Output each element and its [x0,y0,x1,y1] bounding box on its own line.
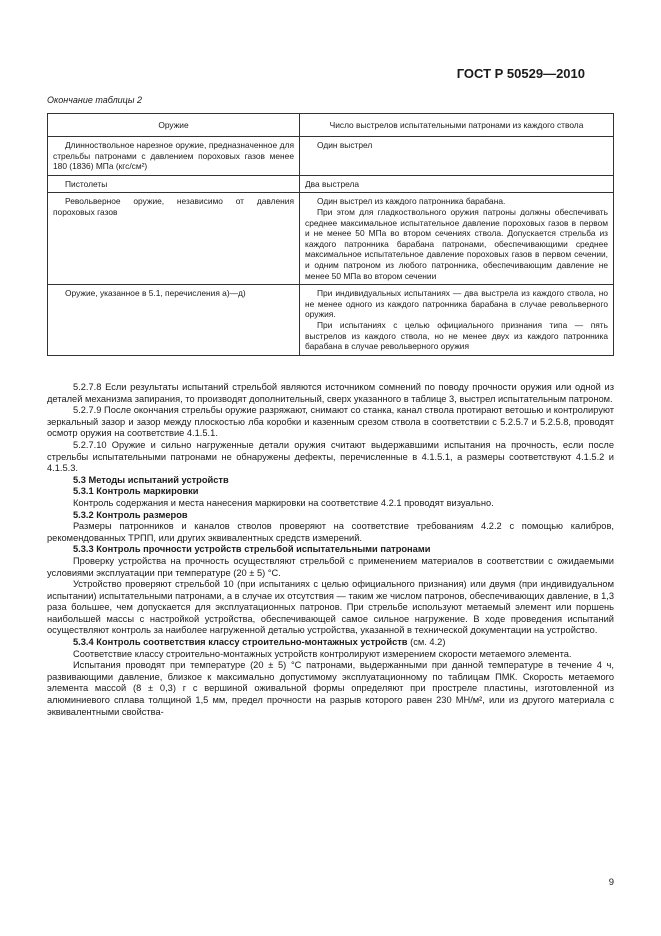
shots-cell [300,285,614,356]
paragraph-5-2-7-8: 5.2.7.8 Если результаты испытаний стрельбой являются источником сомнений по поводу прочности оружия или одной из деталей механизма запирания, то производят дополнительный, сверх указанного в таблице 3, выстрел испытательным патроном. [47,382,614,404]
paragraph-strength-1: Проверку устройства на прочность осуществляют стрельбой с применением материалов в соответствии с ожидаемыми условиями эксплуатации при температуре (20 ± 5) °С. [47,555,614,578]
paragraph-5-2-7-10: 5.2.7.10 Оружие и сильно нагруженные детали оружия считают выдержавшими испытания на прочность, если после стрельбы испытательными патронами не обнаружены дефекты, перечисленные в 4.1.5.1, а размеры соответствуют 4.1.5.2 и 4.1.5.3. [47,439,614,474]
table-header-row [48,114,614,137]
shots-text: При индивидуальных испытаниях — два выстрела из каждого ствола, но не менее одного из каждого патронника барабана в случае револьверного оружия. [305,288,608,320]
table-row [48,175,614,193]
weapon-cell: Оружие, указанное в 5.1, перечисления а)—д) [48,285,300,356]
weapon-cell: Револьверное оружие, независимо от давления пороховых газов [48,193,300,285]
page-number: 9 [608,877,614,888]
heading-5-3-3: 5.3.3 Контроль прочности устройств стрельбой испытательными патронами [73,544,431,555]
shots-table [47,113,614,356]
shots-text: Один выстрел из каждого патронника барабана. [317,196,506,207]
shots-cell [300,137,614,176]
table-row [48,285,614,356]
paragraph-class-1: Соответствие классу строительно-монтажных устройств контролируют измерением скорости метаемого элемента. [73,648,572,659]
shots-cell [300,193,614,285]
column-header-shots: Число выстрелов испытательными патронами из каждого ствола [300,114,614,137]
shots-text: При этом для гладкоствольного оружия патроны должны обеспечивать среднее максимальное испытательное давление пороховых газов в первом и не менее 50 МПа во втором сечениях ствола. Допускается стрельба из каждого патронника барабана патронами, обеспечивающими среднее максимальное испытательное давление пороховых газов в первом сечении, и одним патроном из любого патронника, обеспечивающим давление не менее 50 МПа во втором сечении [305,206,608,281]
weapon-cell: Длинноствольное нарезное оружие, предназначенное для стрельбы патронами с давлением пороховых газов менее 180 (1836) МПа (кгс/см²) [48,137,300,176]
weapon-cell: Пистолеты [48,175,300,193]
heading-5-3-4-ref: (см. 4.2) [407,637,446,648]
heading-5-3-4 [47,637,614,649]
shots-text: Один выстрел [317,140,373,150]
table-row [48,137,614,176]
heading-5-3-4-title: 5.3.4 Контроль соответствия классу строительно-монтажных устройств [73,637,408,648]
paragraph-class-2: Испытания проводят при температуре (20 ± 5) °С патронами, выдержанными при данной температуре в течение 4 ч, развивающими давление, близкое к максимально допустимому эксплуатационному по таблицам ПМК. Скорость метаемого элемента массой (8 ± 0,3) г с вершиной оживальной формы определяют при простреле пластины, изготовленной из алюминиевого сплава толщиной 1,5 мм, предел прочности на разрыв которого равен 230 МН/м², или из другого материала с эквивалентными свойства- [47,660,614,717]
heading-5-3-2: 5.3.2 Контроль размеров [73,509,188,520]
body-text [47,382,614,718]
paragraph-marking: Контроль содержания и места нанесения маркировки на соответствие 4.2.1 проводят визуально. [73,497,494,508]
shots-cell [300,175,614,193]
shots-text: При испытаниях с целью официального признания типа — пять выстрелов из каждого ствола, но не менее двух из каждого патронника барабана в случае револьверного оружия [305,319,608,352]
shots-text: Два выстрела [305,178,360,189]
paragraph-5-2-7-9: 5.2.7.9 После окончания стрельбы оружие разряжают, снимают со станка, канал ствола протирают ветошью и контролируют зеркальный зазор и зазор между плоскостью лба коробки и казенным срезом ствола в соответствии с 5.2.5.7 и 5.2.5.8, проводят осмотр оружия на соответствие 4.1.5.1. [47,405,614,439]
paragraph-dimensions: Размеры патронников и каналов стволов проверяют на соответствие требованиям 4.2.2 с помощью калибров, рекомендованных ТРПП, или других эквивалентных средств измерений. [47,521,614,543]
table-row [48,193,614,285]
table-caption: Окончание таблицы 2 [47,95,142,105]
standard-header: ГОСТ Р 50529—2010 [456,66,585,81]
paragraph-strength-2: Устройство проверяют стрельбой 10 (при испытаниях с целью официального признания) или двумя (при индивидуальном испытании) испытательными патронами, а в случае их отсутствия — таким же числом патронов, обеспечивающих давление, в 1,3 раза большее, чем допускается для эксплуатационных патронов. При стрельбе используют метаемый элемент или поршень наибольшей массы с настройкой устройства, обеспечивающей самое сильное нагружение. В ходе проведения испытаний осуществляют контроль за наиболее нагруженной деталью устройства, указанной в технической документации на устройство. [47,579,614,636]
column-header-weapon: Оружие [48,114,300,137]
heading-5-3: 5.3 Методы испытаний устройств [73,474,229,485]
heading-5-3-1: 5.3.1 Контроль маркировки [73,486,199,497]
